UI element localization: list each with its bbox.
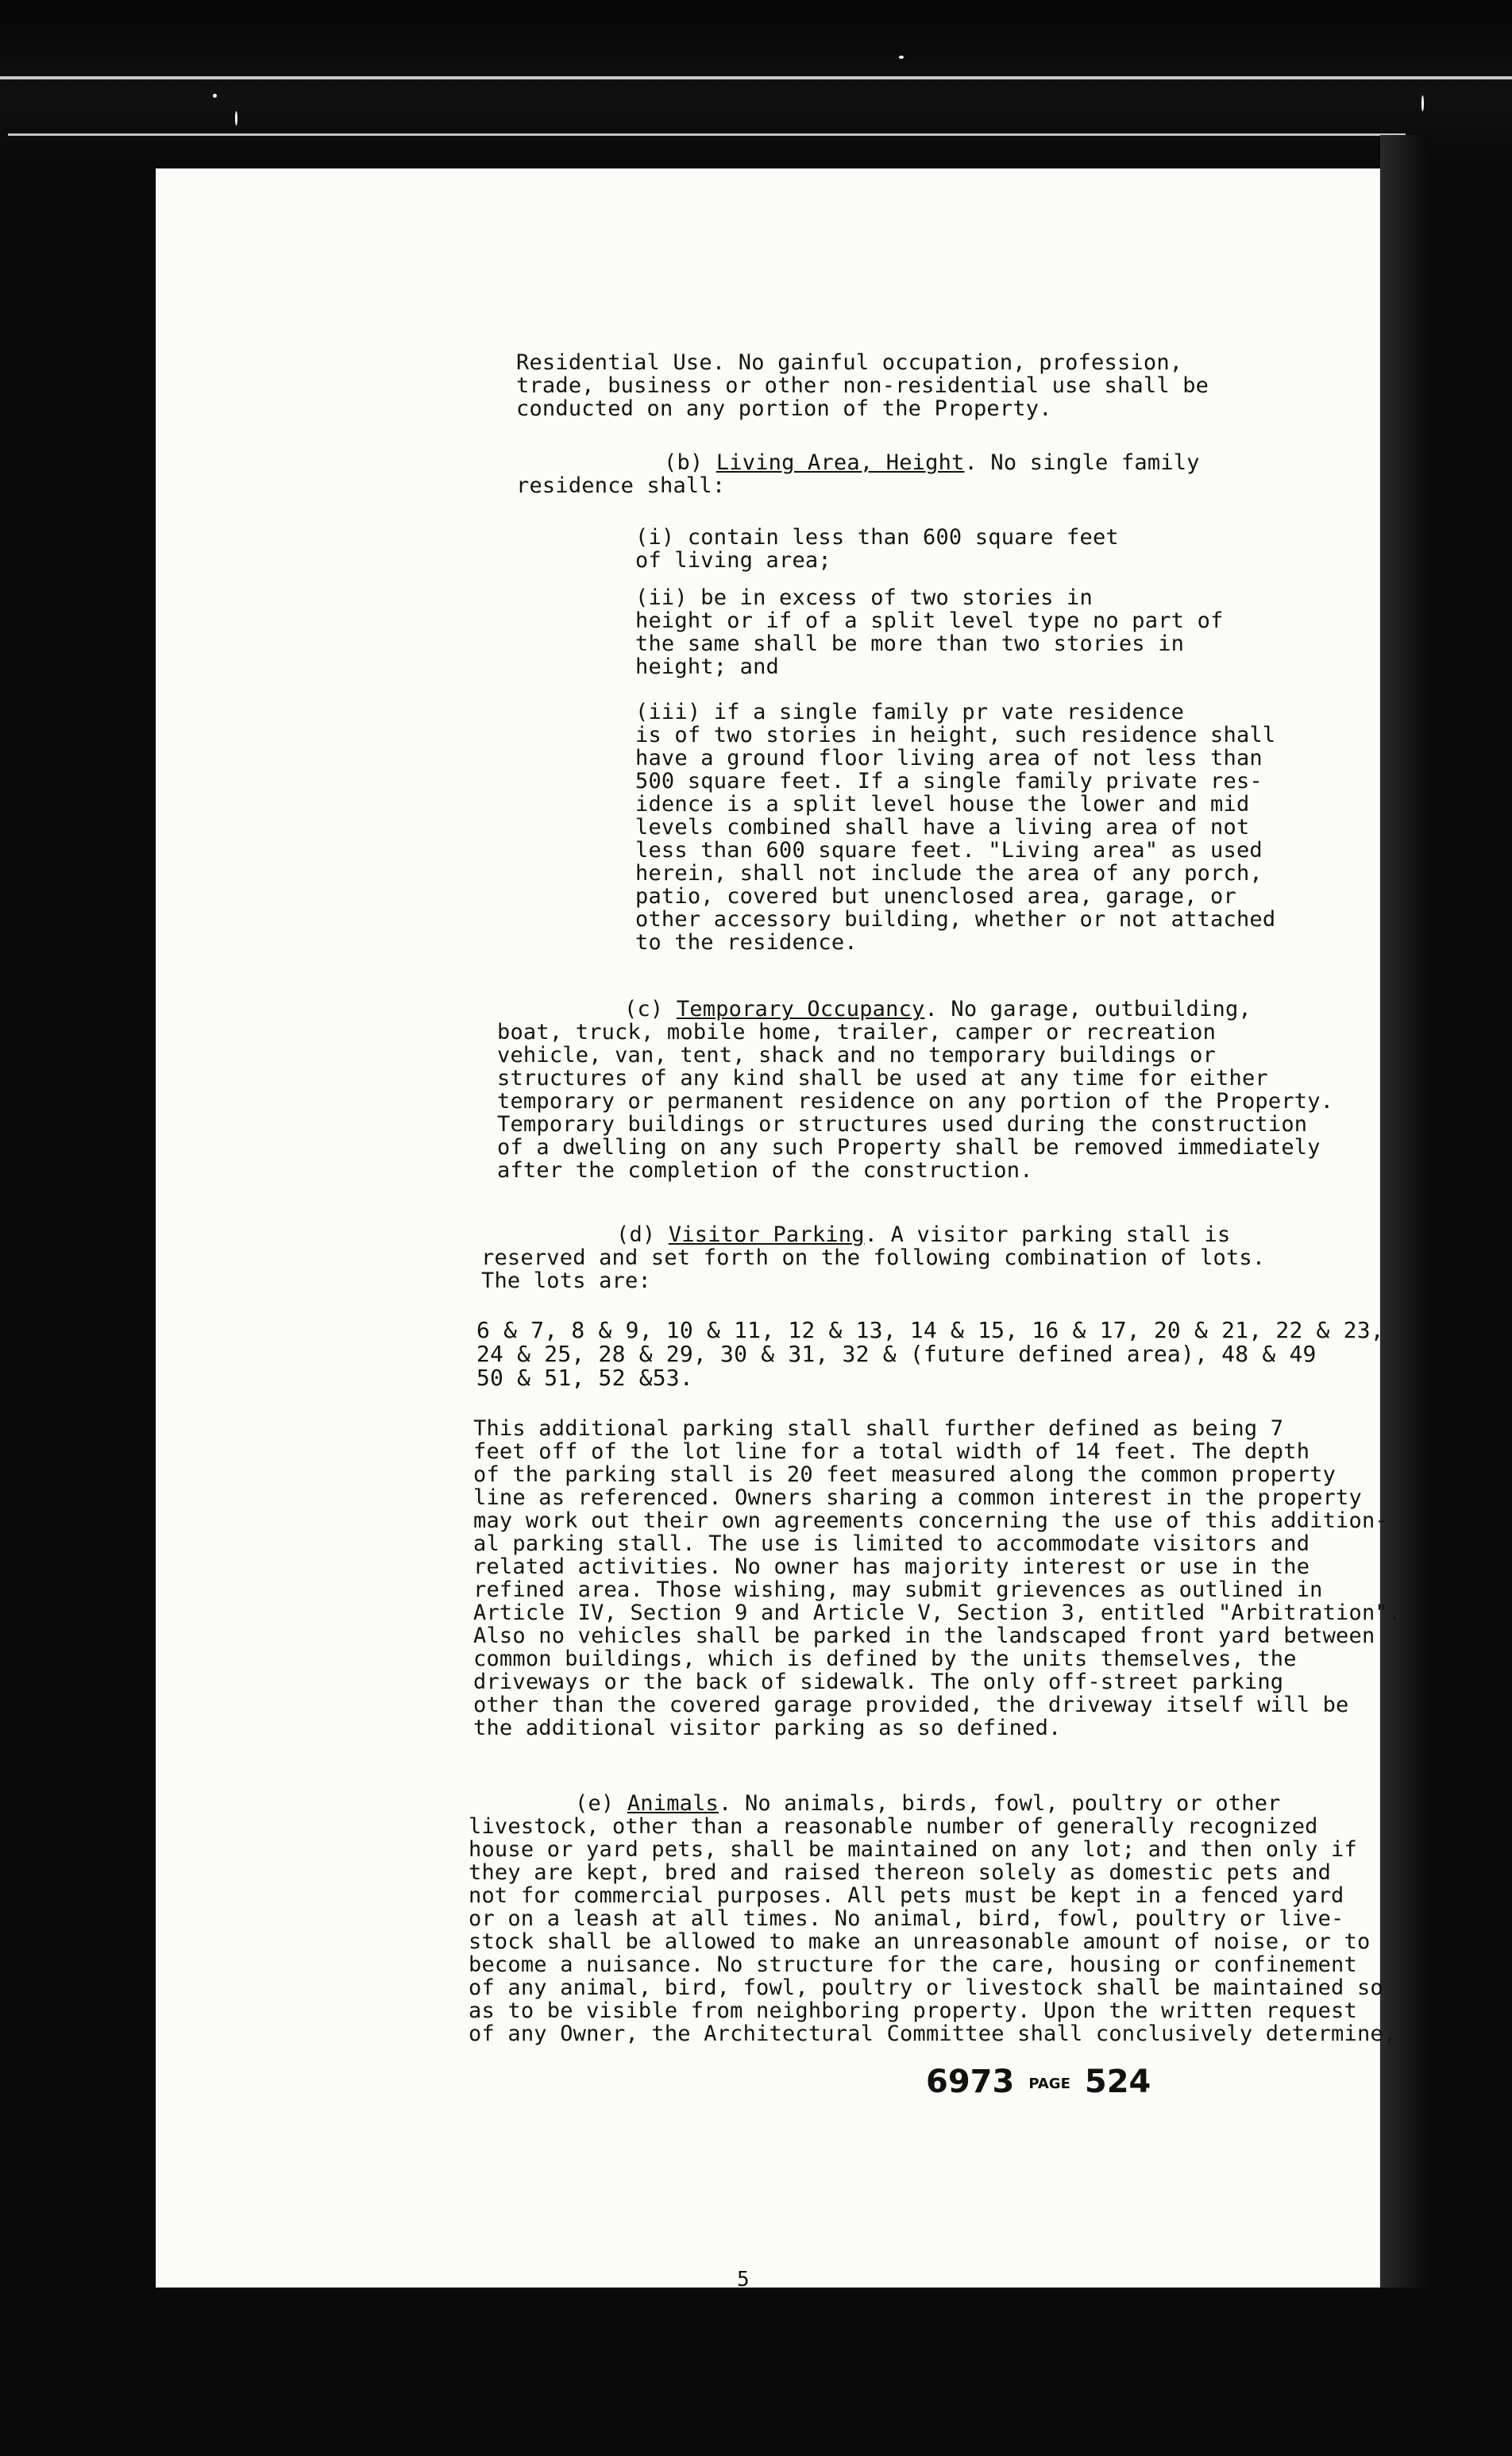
dust-speck	[899, 56, 904, 59]
section-d-paragraph	[481, 1223, 1265, 1292]
section-b-item-i: (i) contain less than 600 square feet of living area;	[635, 525, 1119, 573]
section-c-prefix: (c)	[624, 997, 677, 1021]
section-d-title: Visitor Parking	[668, 1222, 865, 1247]
section-b-heading	[516, 451, 1200, 497]
section-d-prefix: (d)	[616, 1222, 669, 1247]
recording-stamp	[926, 2064, 1151, 2100]
dust-speck	[213, 94, 217, 98]
section-b-title: Living Area, Height	[716, 450, 965, 475]
intro-paragraph: Residential Use. No gainful occupation, profession, trade, business or other non-residential use shall be conducted on any portion of the Property.	[516, 350, 1209, 421]
scan-streak	[8, 133, 1406, 136]
scan-noise	[311, 2337, 1512, 2456]
section-b-item-ii: (ii) be in excess of two stories in height or if of a split level type no part of the same shall be more than two stories in height; and	[635, 585, 1224, 679]
document-page	[156, 168, 1402, 2288]
section-d-details: This additional parking stall shall further defined as being 7 feet off of the lot line for a total width of 14 feet. The depth of the parking stall is 20 feet measured along the common property line as referenced. Owners sharing a common interest in the property may work out their own agreements concerning the use of this addition- al parking stall. The use is limited to accommodate visitors and related activities. No owner has majority interest or use in the refined area. Those wishing, may submit grievences as outlined in Article IV, Section 9 and Article V, Section 3, entitled "Arbitration". Also no vehicles shall be parked in the landscaped front yard between common buildings, which is defined by the units themselves, the driveways or the back of sidewalk. The only off-street parking other than the covered garage provided, the driveway itself will be the additional visitor parking as so defined.	[473, 1416, 1402, 1740]
section-e-paragraph	[469, 1792, 1396, 2045]
book-number: 6973	[926, 2064, 1015, 2100]
section-c-paragraph	[497, 998, 1333, 1182]
document-text	[156, 168, 1402, 2046]
dust-speck	[1421, 95, 1424, 111]
scan-streak	[0, 76, 1512, 79]
stamp-page-number: 524	[1084, 2064, 1151, 2100]
section-d-rest: . A visitor parking stall is reserved and set forth on the following combination of lots. The lots are:	[481, 1222, 1266, 1293]
section-b-prefix: (b)	[664, 450, 716, 475]
section-c-title: Temporary Occupancy	[676, 997, 925, 1021]
section-b-item-iii: (iii) if a single family pr vate residence is of two stories in height, such residence shall have a ground floor living area of not less than 500 square feet. If a single family private res- idence is a split level house the lower and mid levels combined shall have a living area of not less than 600 square feet. "Living area" as used herein, shall not include the area of any porch, patio, covered but unenclosed area, garage, or other accessory building, whether or not attached to the residence.	[635, 700, 1276, 955]
section-e-rest: . No animals, birds, fowl, poultry or other livestock, other than a reasonable number of generally recognized house or yard pets, shall be maintained on any lot; and then only if they are kept, bred and raised thereon solely as domestic pets and not for commercial purposes. All pets must be kept in a fenced yard or on a leash at all times. No animal, bird, fowl, poultry or live- stock shall be allowed to make an unreasonable amount of noise, or to become a nuisance. No structure for the care, housing or confinement of any animal, bird, fowl, poultry or livestock shall be maintained so as to be visible from neighboring property. Upon the written request of any Owner, the Architectural Committee shall conclusively determine,	[469, 1791, 1397, 2046]
page-number: 5	[737, 2268, 750, 2292]
section-e-prefix: (e)	[575, 1791, 627, 1816]
section-b-rest: . No single family residence shall:	[516, 450, 1200, 498]
dust-speck	[235, 111, 237, 126]
page-label: PAGE	[1028, 2075, 1070, 2092]
section-e-title: Animals	[627, 1791, 719, 1816]
section-c-rest: . No garage, outbuilding, boat, truck, mobile home, trailer, camper or recreation vehicle, van, tent, shack and no temporary buildings or structures of any kind shall be used at any time for either temporary or permanent residence on any portion of the Property. Temporary buildings or structures used during the construction of a dwelling on any such Property shall be removed immediately after the completion of the construction.	[497, 997, 1334, 1183]
section-d-lots: 6 & 7, 8 & 9, 10 & 11, 12 & 13, 14 & 15, 16 & 17, 20 & 21, 22 & 23, 24 & 25, 28 & 29, 30 & 31, 32 & (future defined area), 48 & 49 50 & 51, 52 &53.	[476, 1317, 1384, 1391]
